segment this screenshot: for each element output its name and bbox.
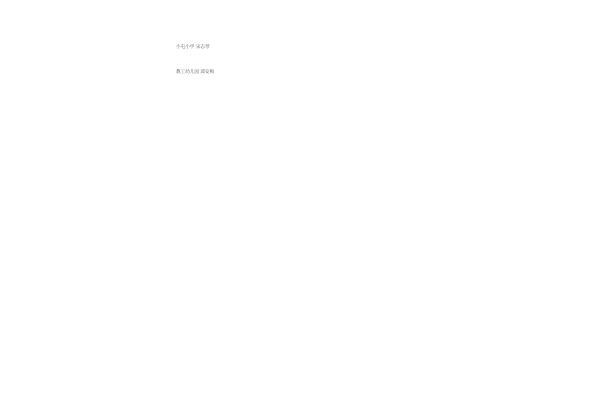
section-gap — [176, 55, 428, 69]
document-body — [176, 26, 428, 80]
section-heading: 小屯小学 宋志琴 — [176, 45, 210, 50]
section-gap — [176, 30, 428, 44]
section-heading: 教工幼儿园 邱安梅 — [176, 70, 215, 75]
